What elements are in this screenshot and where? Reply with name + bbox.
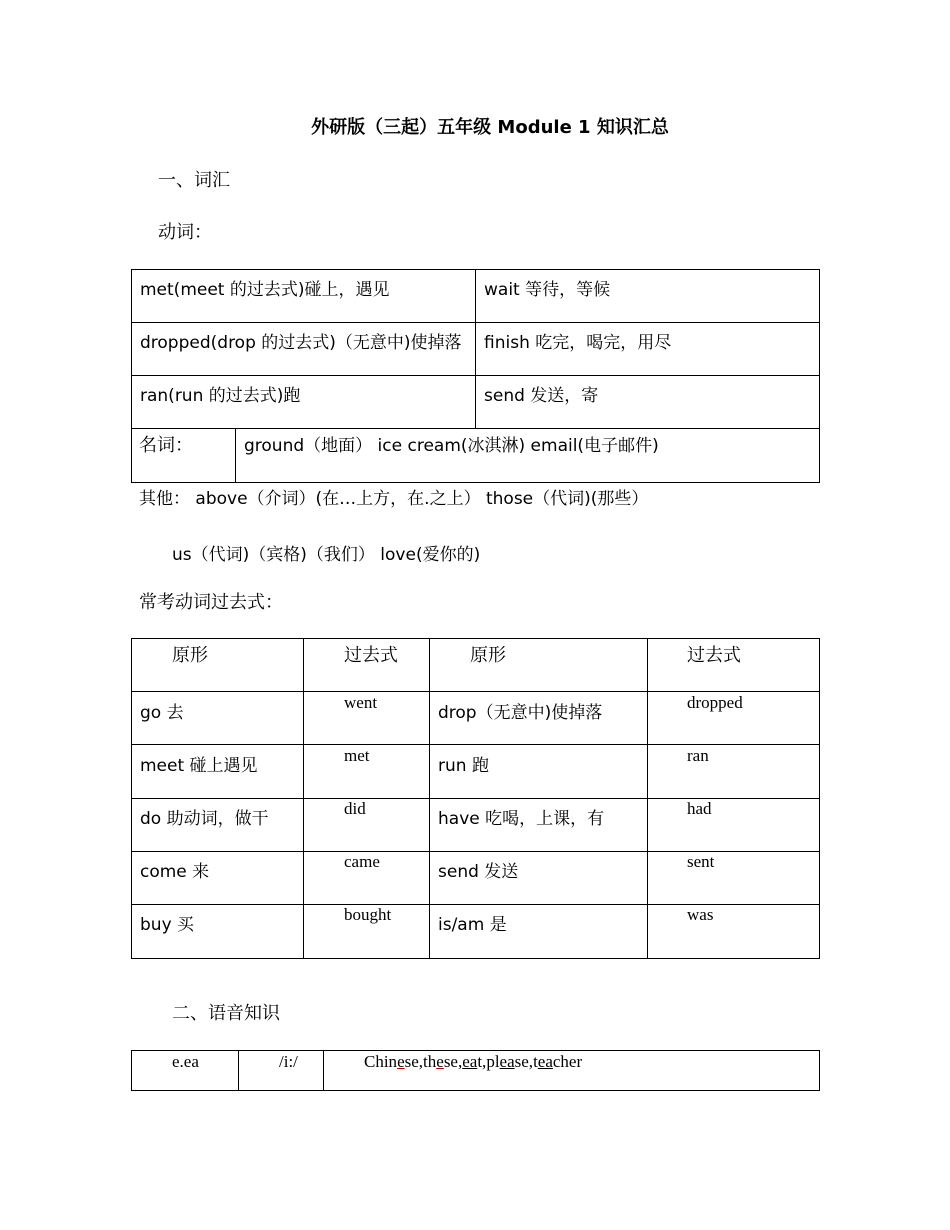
table-divider bbox=[475, 269, 476, 429]
table-cell: come 来 bbox=[140, 862, 210, 882]
others-line-1: 其他： above（介词）(在…上方，在.之上） those（代词)(那些） bbox=[139, 489, 649, 509]
table-divider bbox=[238, 1050, 239, 1091]
phonics-example-words bbox=[364, 1052, 582, 1072]
table-divider bbox=[131, 798, 820, 799]
table-header: 原形 bbox=[172, 645, 208, 666]
table-cell: send 发送，寄 bbox=[484, 386, 599, 406]
table-cell: run 跑 bbox=[438, 756, 489, 776]
table-header: 过去式 bbox=[687, 645, 741, 666]
table-cell: wait 等待，等候 bbox=[484, 280, 611, 300]
underlined-letters: ea bbox=[537, 1052, 553, 1071]
table-divider bbox=[131, 322, 820, 323]
table-cell: ran(run 的过去式)跑 bbox=[140, 386, 301, 406]
table-cell: came bbox=[344, 852, 380, 871]
table-header: 原形 bbox=[470, 645, 506, 666]
table-cell: dropped(drop 的过去式)（无意中)使掉落 bbox=[140, 333, 462, 353]
underlined-letters: e bbox=[397, 1052, 405, 1071]
table-cell: meet 碰上遇见 bbox=[140, 756, 258, 776]
nouns-value: ground（地面） ice cream(冰淇淋) email(电子邮件) bbox=[244, 436, 659, 456]
table-cell: dropped bbox=[687, 693, 743, 712]
table-divider bbox=[323, 1050, 324, 1091]
others-line-2: us（代词)（宾格)（我们） love(爱你的) bbox=[172, 545, 481, 565]
table-cell: send 发送 bbox=[438, 862, 519, 882]
phonics-word: these, bbox=[423, 1052, 463, 1071]
table-divider bbox=[131, 904, 820, 905]
phonics-sound: /i:/ bbox=[279, 1052, 298, 1071]
phonics-letters: e.ea bbox=[172, 1052, 199, 1071]
table-divider bbox=[131, 744, 820, 745]
table-cell: had bbox=[687, 799, 712, 818]
table-cell: buy 买 bbox=[140, 915, 195, 935]
table-cell: finish 吃完，喝完，用尽 bbox=[484, 333, 672, 353]
phonics-word: eat, bbox=[462, 1052, 487, 1071]
table-cell: go 去 bbox=[140, 703, 184, 723]
table-cell: went bbox=[344, 693, 378, 712]
table-divider bbox=[235, 428, 236, 483]
table-header: 过去式 bbox=[344, 645, 398, 666]
section-heading-phonics: 二、语音知识 bbox=[172, 1003, 280, 1024]
table-cell: did bbox=[344, 799, 366, 818]
table-cell: sent bbox=[687, 852, 715, 871]
table-divider bbox=[131, 375, 820, 376]
underlined-letters: ea bbox=[499, 1052, 515, 1071]
section-heading-vocabulary: 一、词汇 bbox=[158, 170, 230, 191]
verbs-label: 动词： bbox=[158, 222, 212, 243]
table-cell: do 助动词，做干 bbox=[140, 809, 269, 829]
table-divider bbox=[131, 691, 820, 692]
table-cell: was bbox=[687, 905, 714, 924]
underlined-letters: ea bbox=[462, 1052, 478, 1071]
phonics-word: please, bbox=[486, 1052, 534, 1071]
underlined-letters: e bbox=[436, 1052, 444, 1071]
table-divider bbox=[131, 851, 820, 852]
phonics-word: teacher bbox=[533, 1052, 583, 1071]
table-cell: is/am 是 bbox=[438, 915, 507, 935]
nouns-label: 名词： bbox=[139, 435, 193, 456]
table-cell: have 吃喝，上课，有 bbox=[438, 809, 605, 829]
table-cell: met bbox=[344, 746, 370, 765]
table-cell: ran bbox=[687, 746, 709, 765]
page-title: 外研版（三起）五年级 Module 1 知识汇总 bbox=[311, 117, 669, 138]
table-cell: met(meet 的过去式)碰上，遇见 bbox=[140, 280, 390, 300]
table-cell: bought bbox=[344, 905, 392, 924]
table-cell: drop（无意中)使掉落 bbox=[438, 703, 603, 723]
past-tense-label: 常考动词过去式： bbox=[139, 592, 283, 613]
phonics-word: Chinese, bbox=[364, 1052, 424, 1071]
